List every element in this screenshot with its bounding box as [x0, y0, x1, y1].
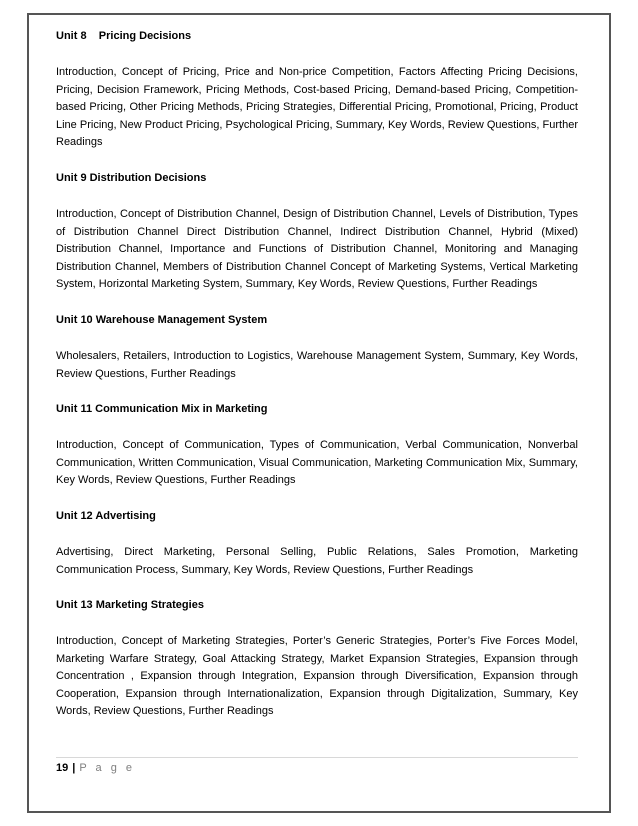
footer-separator: | — [72, 762, 76, 774]
unit-9-topics: Introduction, Concept of Distribution Channel, Design of Distribution Channel, Levels of Distribution, Types of Distribution Channel Direct Distribution Channel, Indirect Distribution Channel, Hybrid (Mixed) Distribution Channel, Importance and Functions of Distribution Channel, Monitoring and Managing Distribution Channel, Members of Distribution Channel Concept of Marketing Systems, Vertical Marketing System, Horizontal Marketing System, Summary, Key Words, Review Questions, Further Readings — [56, 207, 578, 291]
unit-12-section — [56, 508, 578, 579]
unit-12-title: Unit 12 Advertising — [56, 509, 156, 522]
page-label: P a g e — [79, 762, 135, 774]
unit-8-section — [56, 28, 578, 152]
unit-9-section — [56, 170, 578, 294]
unit-11-title: Unit 11 Communication Mix in Marketing — [56, 403, 268, 416]
unit-10-section — [56, 312, 578, 383]
unit-8-topics: Introduction, Concept of Pricing, Price and Non-price Competition, Factors Affecting Pricing Decisions, Pricing, Decision Framework, Pricing Methods, Cost-based Pricing, Demand-based Pricing, Competition-based Pricing, Other Pricing Methods, Pricing Strategies, Differential Pricing, Promotional, Pricing, Product Line Pricing, New Product Pricing, Psychological Pricing, Summary, Key Words, Review Questions, Further Readings — [56, 66, 578, 149]
document-content — [56, 28, 578, 739]
unit-13-title: Unit 13 Marketing Strategies — [56, 599, 204, 612]
unit-9-title: Unit 9 Distribution Decisions — [56, 171, 207, 184]
unit-13-section — [56, 597, 578, 721]
unit-11-topics: Introduction, Concept of Communication, Types of Communication, Verbal Communication, Nonverbal Communication, Written Communication, Visual Communication, Marketing Communication Mix, Summary, Key Words, Review Questions, Further Readings — [56, 439, 578, 487]
page-number: 19 — [56, 762, 69, 774]
unit-13-topics: Introduction, Concept of Marketing Strategies, Porter’s Generic Strategies, Porter’s Five Forces Model, Marketing Warfare Strategy, Goal Attacking Strategy, Market Expansion Strategies, Expansion through Concentration , Expansion through Integration, Expansion through Diversification, Expansion through Cooperation, Expansion through Internationalization, Expansion through Digitalization, Summary, Key Words, Review Questions, Further Readings — [56, 635, 578, 718]
unit-8-title: Unit 8 Pricing Decisions — [56, 30, 192, 42]
unit-12-topics: Advertising, Direct Marketing, Personal Selling, Public Relations, Sales Promotion, Marketing Communication Process, Summary, Key Words, Review Questions, Further Readings — [56, 545, 578, 576]
page-footer — [56, 757, 578, 777]
unit-10-title: Unit 10 Warehouse Management System — [56, 313, 268, 326]
unit-11-section — [56, 401, 578, 490]
unit-10-topics: Wholesalers, Retailers, Introduction to Logistics, Warehouse Management System, Summary, Key Words, Review Questions, Further Readings — [56, 349, 578, 380]
